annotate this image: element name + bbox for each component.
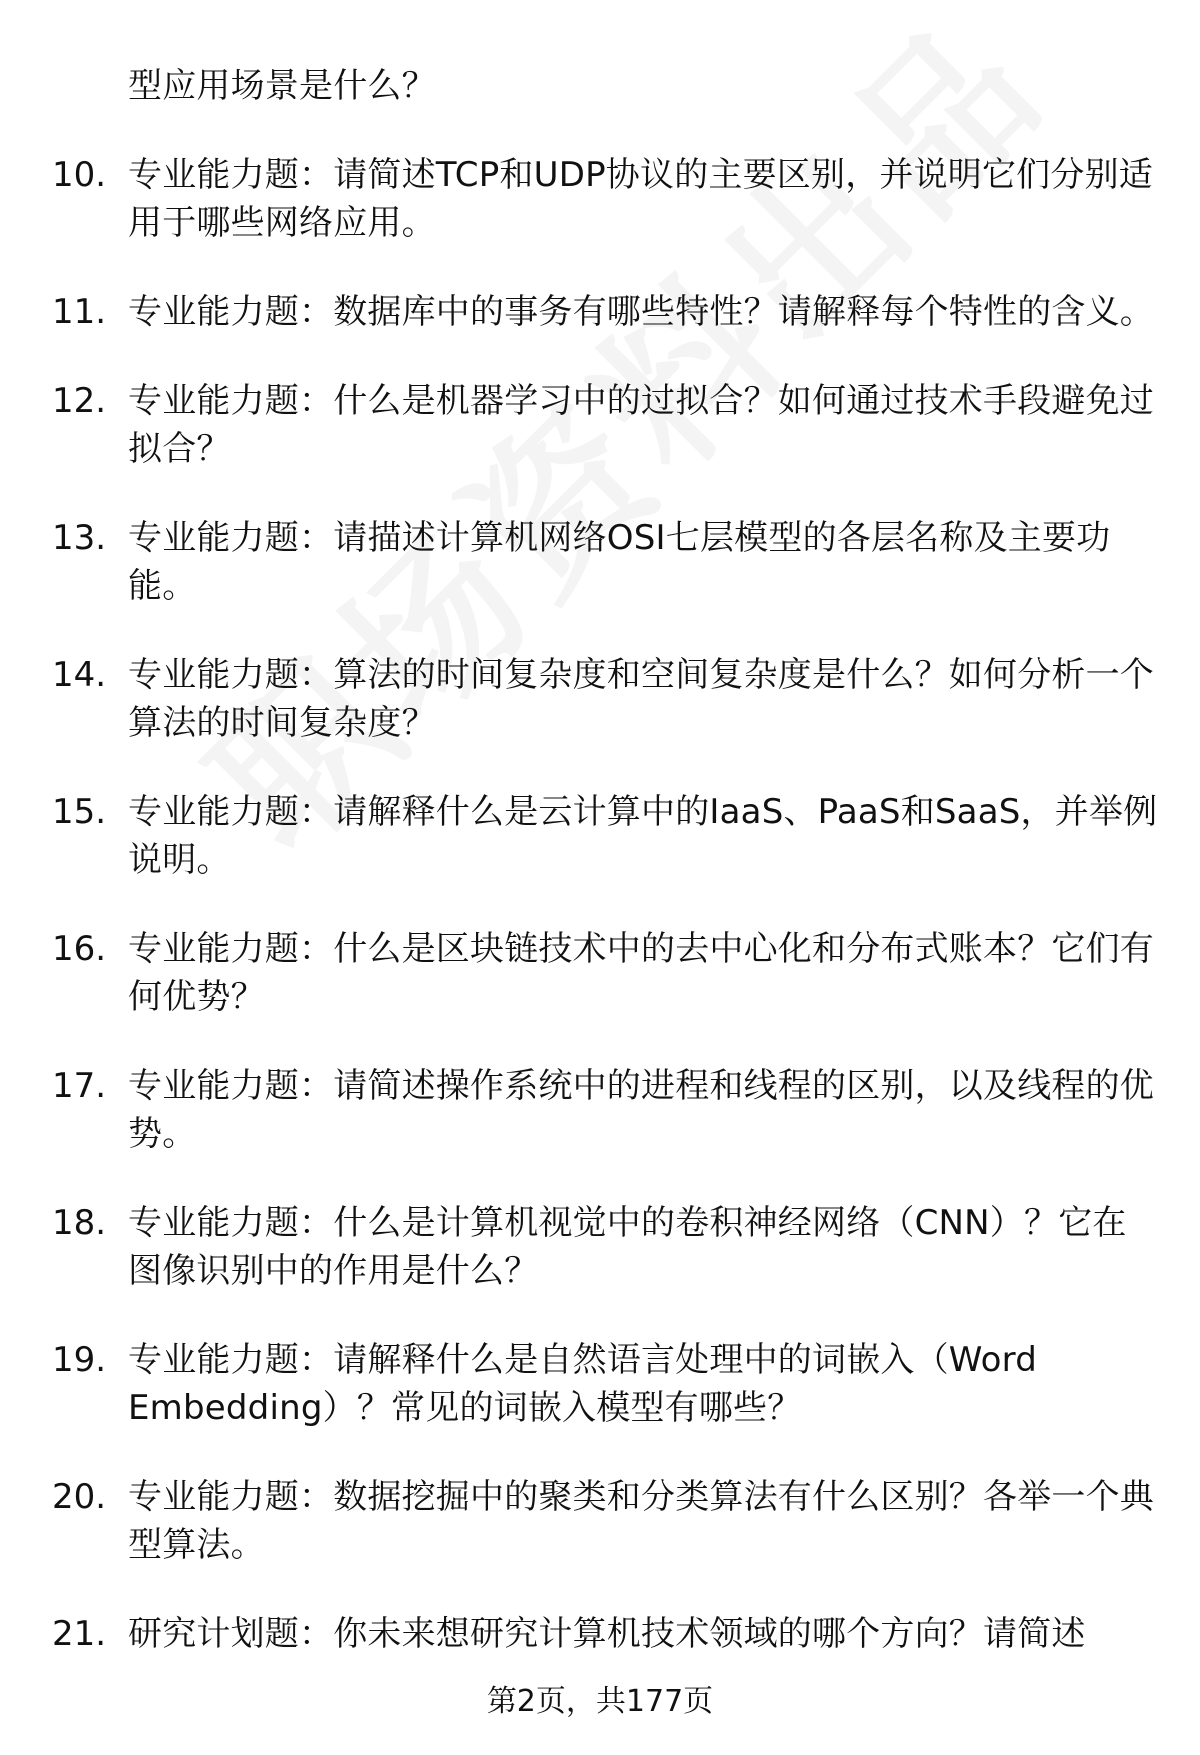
question-text: 专业能力题：请简述TCP和UDP协议的主要区别，并说明它们分别适用于哪些网络应用。 [128, 155, 1153, 243]
list-item [0, 1336, 1200, 1432]
question-number: 12. [52, 381, 107, 421]
question-number: 17. [52, 1066, 107, 1106]
question-text: 专业能力题：请解释什么是自然语言处理中的词嵌入（Word Embedding）？常见的词嵌入模型有哪些？ [128, 1340, 1037, 1428]
list-item [0, 151, 1200, 247]
question-number: 20. [52, 1477, 107, 1517]
question-number: 11. [52, 292, 107, 332]
question-text: 专业能力题：数据库中的事务有哪些特性？请解释每个特性的含义。 [128, 292, 1154, 332]
question-list [0, 62, 1200, 1699]
list-item [0, 377, 1200, 473]
question-text: 型应用场景是什么？ [128, 66, 436, 106]
question-number: 21. [52, 1614, 107, 1654]
list-item [0, 1062, 1200, 1158]
question-text: 专业能力题：数据挖掘中的聚类和分类算法有什么区别？各举一个典型算法。 [128, 1477, 1154, 1565]
question-number: 19. [52, 1340, 107, 1380]
question-number: 10. [52, 155, 107, 195]
list-item [0, 514, 1200, 610]
question-text: 专业能力题：什么是区块链技术中的去中心化和分布式账本？它们有何优势？ [128, 929, 1154, 1017]
question-text: 专业能力题：算法的时间复杂度和空间复杂度是什么？如何分析一个算法的时间复杂度？ [128, 655, 1154, 743]
question-text: 专业能力题：请描述计算机网络OSI七层模型的各层名称及主要功能。 [128, 518, 1111, 606]
question-number: 18. [52, 1203, 107, 1243]
question-text: 专业能力题：什么是机器学习中的过拟合？如何通过技术手段避免过拟合？ [128, 381, 1154, 469]
list-item [0, 788, 1200, 884]
question-text: 专业能力题：请简述操作系统中的进程和线程的区别，以及线程的优势。 [128, 1066, 1154, 1154]
question-text: 专业能力题：请解释什么是云计算中的IaaS、PaaS和SaaS，并举例说明。 [128, 792, 1158, 880]
list-item [0, 288, 1200, 336]
question-text: 专业能力题：什么是计算机视觉中的卷积神经网络（CNN）？它在图像识别中的作用是什么？ [128, 1203, 1127, 1291]
list-item-continuation [0, 62, 1200, 110]
list-item [0, 1473, 1200, 1569]
list-item [0, 651, 1200, 747]
list-item [0, 925, 1200, 1021]
question-text: 研究计划题：你未来想研究计算机技术领域的哪个方向？请简述 [128, 1614, 1086, 1654]
question-number: 14. [52, 655, 107, 695]
page-footer: 第2页，共177页 [486, 1684, 714, 1719]
question-number: 16. [52, 929, 107, 969]
question-number: 13. [52, 518, 107, 558]
list-item [0, 1199, 1200, 1295]
question-number: 15. [52, 792, 107, 832]
list-item [0, 1610, 1200, 1658]
